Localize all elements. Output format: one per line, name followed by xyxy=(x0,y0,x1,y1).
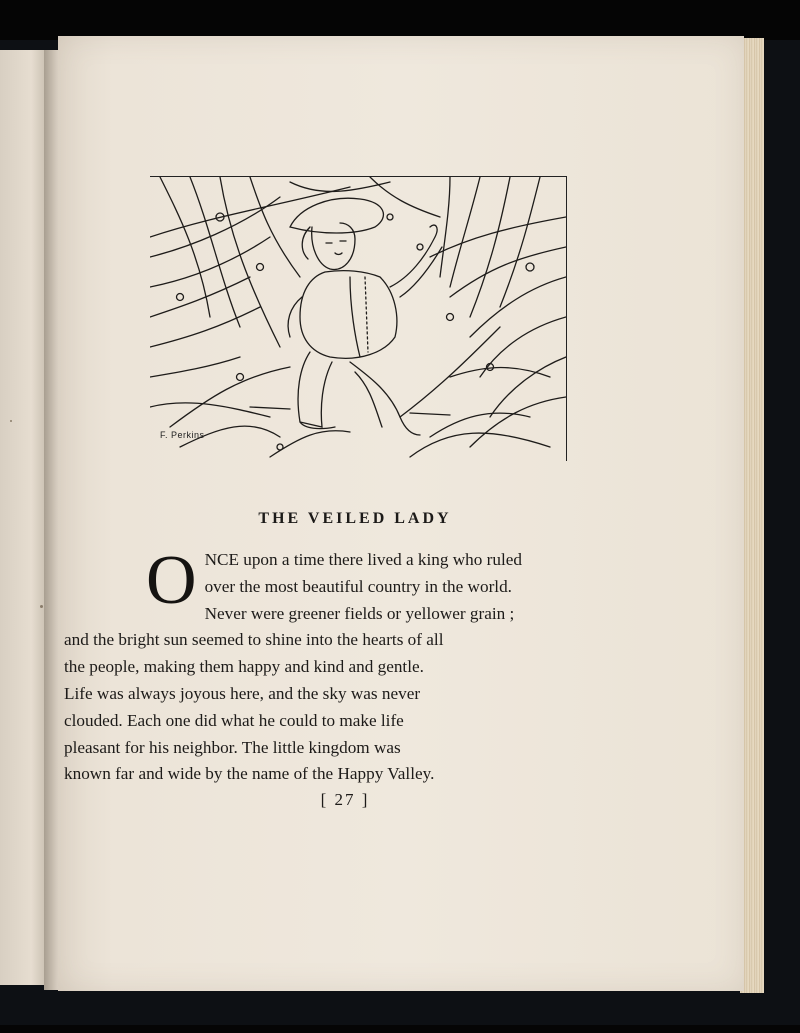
text-line: NCE upon a time there lived a king who ruled xyxy=(204,550,522,569)
text-line: and the bright sun seemed to shine into the hearts of all xyxy=(64,630,444,650)
page-number: [ 27 ] xyxy=(320,790,370,809)
drop-cap: O xyxy=(146,542,197,619)
figure-in-brambles-illustration xyxy=(150,176,567,461)
text-line: clouded. Each one did what he could to make life xyxy=(64,710,404,730)
text-line: Never were greener fields or yellower grain ; xyxy=(204,603,515,623)
illustrator-signature: F. Perkins xyxy=(160,430,205,440)
text-line: over the most beautiful country in the world. xyxy=(204,576,512,596)
text-line: pleasant for his neighbor. The little kingdom was xyxy=(64,737,401,757)
story-paragraph xyxy=(64,542,560,788)
text-line: Life was always joyous here, and the sky was never xyxy=(64,683,421,703)
paper-speck xyxy=(10,420,12,422)
chapter-title: THE VEILED LADY xyxy=(258,510,452,527)
text-line: the people, making them happy and kind and gentle. xyxy=(64,657,424,677)
paper-speck xyxy=(40,605,43,608)
text-line: known far and wide by the name of the Happy Valley. xyxy=(64,764,435,784)
